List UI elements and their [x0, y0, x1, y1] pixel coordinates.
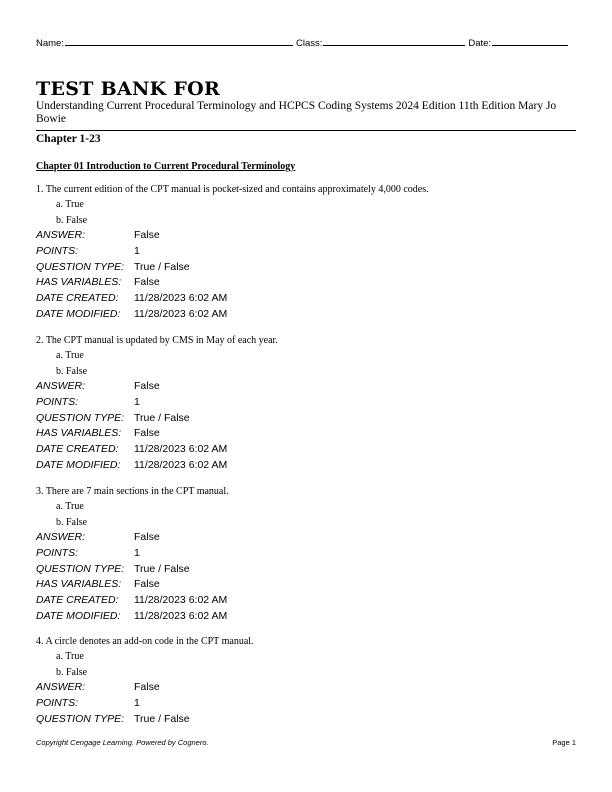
option-true: a. True: [56, 501, 84, 512]
date-modified-value: 11/28/2023 6:02 AM: [134, 458, 228, 471]
date-modified-row: [36, 459, 576, 475]
date-label: Date:: [468, 38, 492, 49]
date-created-row: [36, 443, 576, 459]
document-title: TEST BANK FOR: [36, 78, 221, 100]
option-true: a. True: [56, 199, 84, 210]
date-modified-value: 11/28/2023 6:02 AM: [134, 307, 228, 320]
question-block: [36, 334, 576, 475]
copyright-notice: Copyright Cengage Learning. Powered by Cognero.: [36, 738, 209, 747]
points-row: [36, 396, 576, 412]
points-value: 1: [134, 546, 140, 559]
question-type-value: True / False: [134, 712, 190, 725]
has-variables-row: [36, 427, 576, 443]
question-type-label: QUESTION TYPE:: [36, 411, 125, 424]
has-variables-value: False: [134, 427, 160, 440]
date-created-label: DATE CREATED:: [36, 443, 119, 456]
question-stem: 4. A circle denotes an add-on code in the CPT manual.: [36, 636, 254, 647]
has-variables-label: HAS VARIABLES:: [36, 578, 122, 591]
question-type-row: [36, 713, 576, 729]
date-blank: [492, 36, 568, 46]
question-type-label: QUESTION TYPE:: [36, 260, 125, 273]
points-label: POINTS:: [36, 546, 79, 559]
answer-value: False: [134, 380, 160, 392]
points-value: 1: [134, 696, 140, 709]
date-modified-label: DATE MODIFIED:: [36, 307, 121, 320]
answer-row: [36, 229, 576, 245]
points-label: POINTS:: [36, 696, 79, 709]
answer-value: False: [134, 681, 160, 693]
has-variables-value: False: [134, 578, 160, 591]
points-value: 1: [134, 244, 140, 257]
has-variables-label: HAS VARIABLES:: [36, 427, 122, 440]
date-created-label: DATE CREATED:: [36, 292, 119, 305]
answer-label: ANSWER:: [36, 380, 86, 392]
name-label: Name:: [36, 38, 64, 49]
date-created-row: [36, 292, 576, 308]
points-row: [36, 697, 576, 713]
answer-row: [36, 681, 576, 697]
question-type-row: [36, 412, 576, 428]
date-modified-row: [36, 610, 576, 626]
points-row: [36, 547, 576, 563]
date-created-label: DATE CREATED:: [36, 594, 119, 607]
question-type-value: True / False: [134, 260, 190, 273]
answer-row: [36, 380, 576, 396]
date-modified-label: DATE MODIFIED:: [36, 458, 121, 471]
has-variables-label: HAS VARIABLES:: [36, 276, 122, 289]
option-false: b. False: [56, 516, 88, 528]
question-block: [36, 635, 576, 728]
answer-row: [36, 531, 576, 547]
date-modified-value: 11/28/2023 6:02 AM: [134, 609, 228, 622]
page-number: Page 1: [552, 738, 576, 747]
document-subtitle: Understanding Current Procedural Terminology and HCPCS Coding Systems 2024 Edition 11th Edition Mary Jo Bowie: [36, 100, 557, 125]
chapter-title: Chapter 01 Introduction to Current Procedural Terminology: [36, 161, 296, 172]
date-modified-label: DATE MODIFIED:: [36, 609, 121, 622]
points-value: 1: [134, 395, 140, 408]
option-false: b. False: [56, 666, 88, 678]
answer-label: ANSWER:: [36, 229, 86, 241]
date-created-value: 11/28/2023 6:02 AM: [134, 443, 228, 456]
points-row: [36, 245, 576, 261]
question-stem: 1. The current edition of the CPT manual is pocket-sized and contains approximately 4,000 codes.: [36, 184, 429, 195]
answer-value: False: [134, 229, 160, 241]
date-created-value: 11/28/2023 6:02 AM: [134, 594, 228, 607]
points-label: POINTS:: [36, 395, 79, 408]
has-variables-row: [36, 578, 576, 594]
answer-label: ANSWER:: [36, 681, 86, 693]
date-modified-row: [36, 308, 576, 324]
has-variables-row: [36, 276, 576, 292]
question-stem: 2. The CPT manual is updated by CMS in May of each year.: [36, 335, 278, 346]
date-created-row: [36, 594, 576, 610]
answer-label: ANSWER:: [36, 531, 86, 543]
has-variables-value: False: [134, 276, 160, 289]
question-type-value: True / False: [134, 562, 190, 575]
option-true: a. True: [56, 350, 84, 361]
title-divider: [36, 130, 576, 131]
page-footer: [36, 738, 576, 747]
points-label: POINTS:: [36, 244, 79, 257]
class-blank: [323, 36, 465, 46]
student-info-header: [36, 36, 576, 49]
class-label: Class:: [295, 38, 323, 49]
option-false: b. False: [56, 214, 88, 226]
question-block: [36, 183, 576, 324]
question-stem: 3. There are 7 main sections in the CPT manual.: [36, 486, 229, 497]
option-true: a. True: [56, 651, 84, 662]
question-block: [36, 485, 576, 626]
name-blank: [65, 36, 293, 46]
question-type-value: True / False: [134, 411, 190, 424]
chapter-range: Chapter 1-23: [36, 133, 101, 145]
date-created-value: 11/28/2023 6:02 AM: [134, 292, 228, 305]
question-type-row: [36, 261, 576, 277]
answer-value: False: [134, 531, 160, 543]
question-type-row: [36, 563, 576, 579]
question-type-label: QUESTION TYPE:: [36, 712, 125, 725]
question-type-label: QUESTION TYPE:: [36, 562, 125, 575]
option-false: b. False: [56, 365, 88, 377]
